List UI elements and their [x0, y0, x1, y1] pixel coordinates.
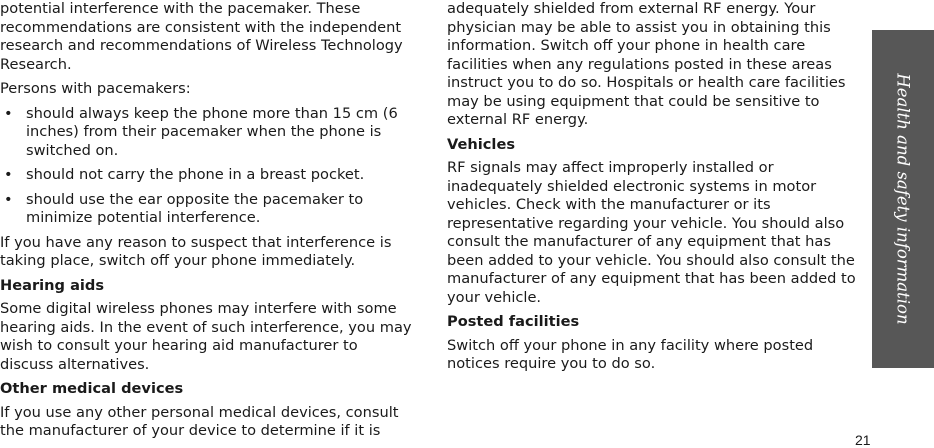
pacemaker-bullet-3: • should use the ear opposite the pacemaker to minimize potential interference.	[0, 191, 412, 228]
page-number: 21	[855, 432, 871, 448]
hearing-aids-paragraph: Some digital wireless phones may interfere with some hearing aids. In the event of such interference, you may wish to consult your hearing aid manufacturer to discuss alternatives.	[0, 300, 412, 373]
hearing-aids-heading: Hearing aids	[0, 276, 105, 294]
other-devices-paragraph: If you use any other personal medical devices, consult the manufacturer of your device to determine if it is	[0, 403, 399, 439]
pacemaker-bullet-1: • should always keep the phone more than 15 cm (6 inches) from their pacemaker when the phone is switched on.	[0, 105, 412, 161]
right-column	[447, 0, 859, 380]
continued-paragraph: adequately shielded from external RF energy. Your physician may be able to assist you in obtaining this information. Switch off your phone in health care facilities when any regulations posted in these areas instruct you to do so. Hospitals or health care facilities may be using equipment that could be sensitive to external RF energy.	[447, 0, 846, 128]
posted-facilities-paragraph: Switch off your phone in any facility where posted notices require you to do so.	[447, 336, 814, 372]
pacemaker-bullet-list	[0, 105, 412, 228]
vehicles-paragraph: RF signals may affect improperly installed or inadequately shielded electronic systems in motor vehicles. Check with the manufacturer or its representative regarding your vehicle. You should also consult the manufacturer of any equipment that has been added to your vehicle. You should also consult the manufacturer of any equipment that has been added to your vehicle.	[447, 159, 856, 306]
vehicles-heading: Vehicles	[447, 135, 516, 153]
interference-paragraph: If you have any reason to suspect that interference is taking place, switch off your phone immediately.	[0, 233, 392, 269]
pacemaker-bullet-2: • should not carry the phone in a breast pocket.	[0, 166, 412, 185]
section-side-tab	[872, 30, 934, 368]
posted-facilities-heading: Posted facilities	[447, 313, 580, 330]
left-column	[0, 0, 412, 447]
section-tab-label: Health and safety information	[893, 73, 913, 325]
pacemakers-lead: Persons with pacemakers:	[0, 80, 191, 97]
intro-paragraph: potential interference with the pacemaker. These recommendations are consistent with the independent research and recommendations of Wireless Technology Research.	[0, 0, 403, 73]
other-devices-heading: Other medical devices	[0, 380, 184, 397]
